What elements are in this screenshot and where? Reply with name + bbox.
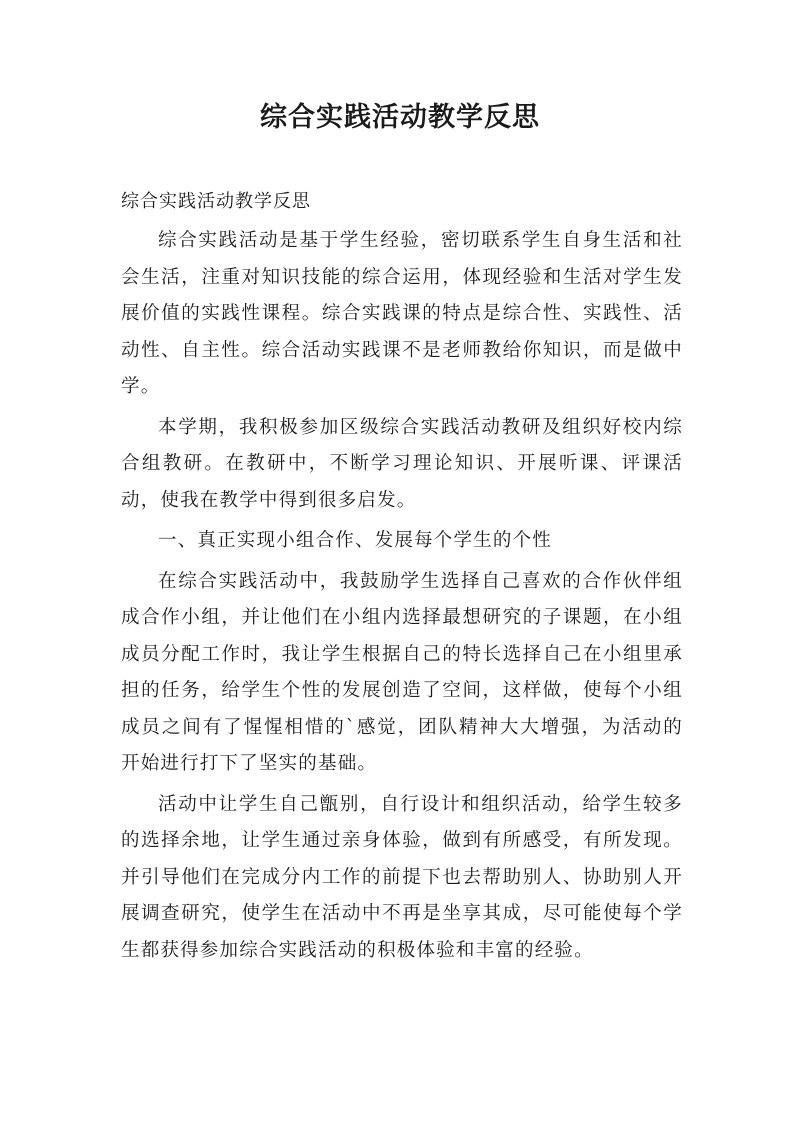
paragraph-semester: 本学期，我积极参加区级综合实践活动教研及组织好校内综合组教研。在教研中，不断学习理论知识、开展听课、评课活动，使我在教学中得到很多启发。: [121, 416, 683, 511]
document-title: 综合实践活动教学反思: [260, 102, 540, 133]
section-heading-1: 一、真正实现小组合作、发展每个学生的个性: [158, 530, 553, 551]
document-subtitle: 综合实践活动教学反思: [121, 191, 311, 212]
paragraph-group-cooperation: 在综合实践活动中，我鼓励学生选择自己喜欢的合作伙伴组成合作小组，并让他们在小组内选择最想研究的子课题，在小组成员分配工作时，我让学生根据自己的特长选择自己在小组里承担的任务，给学生个性的发展创造了空间，这样做，使每个小组成员之间有了惺惺相惜的`感觉，团队精神大大增强，为活动的开始进行打下了坚实的基础。: [121, 570, 683, 774]
document-body: [121, 187, 683, 973]
paragraph-intro: 综合实践活动是基于学生经验，密切联系学生自身生活和社会生活，注重对知识技能的综合运用，体现经验和生活对学生发展价值的实践性课程。综合实践课的特点是综合性、实践性、活动性、自主性。综合活动实践课不是老师教给你知识，而是做中学。: [121, 230, 683, 397]
paragraph-activity-choice: 活动中让学生自己甑别，自行设计和组织活动，给学生较多的选择余地，让学生通过亲身体验，做到有所感受，有所发现。并引导他们在完成分内工作的前提下也去帮助别人、协助别人开展调查研究，使学生在活动中不再是坐享其成，尽可能使每个学生都获得参加综合实践活动的积极体验和丰富的经验。: [121, 793, 683, 961]
